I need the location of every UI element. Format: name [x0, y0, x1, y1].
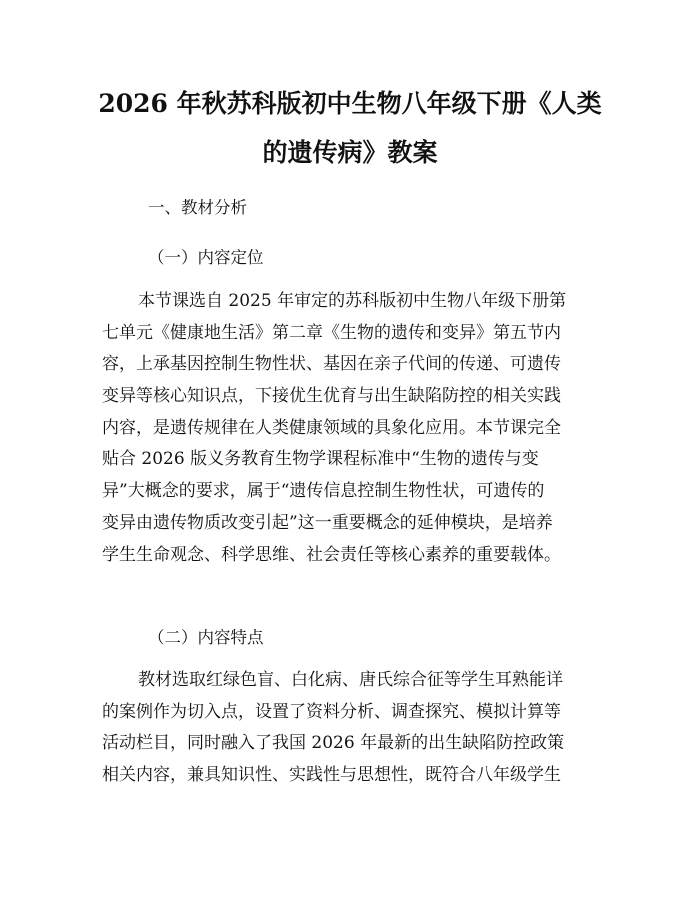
paragraph-line: 变异由遗传物质改变引起”这一重要概念的延伸模块，是培养 — [102, 512, 553, 533]
paragraph-line: 本节课选自 2025 年审定的苏科版初中生物八年级下册第 — [138, 291, 567, 311]
paragraph-line: 教材选取红绿色盲、白化病、唐氏综合征等学生耳熟能详 — [138, 670, 563, 690]
paragraph-line: 贴合 2026 版义务教育生物学课程标准中“生物的遗传与变 — [102, 449, 539, 470]
paragraph-line: 容，上承基因控制生物性状、基因在亲子代间的传递、可遗传 — [102, 354, 561, 375]
paragraph-line: 学生生命观念、科学思维、社会责任等核心素养的重要载体。 — [102, 544, 561, 565]
paragraph-line: 异”大概念的要求，属于“遗传信息控制生物性状，可遗传的 — [102, 481, 545, 502]
paragraph-line: 活动栏目，同时融入了我国 2026 年最新的出生缺陷防控政策 — [102, 733, 565, 754]
document-title-line-1: 2026 年秋苏科版初中生物八年级下册《人类 — [98, 89, 602, 118]
document-title-line-2: 的遗传病》教案 — [262, 138, 438, 167]
paragraph-line: 七单元《健康地生活》第二章《生物的遗传和变异》第五节内 — [102, 322, 561, 343]
subsection-heading-content-features: （二）内容特点 — [148, 628, 264, 647]
paragraph-content-features — [102, 665, 612, 792]
paragraph-line: 相关内容，兼具知识性、实践性与思想性，既符合八年级学生 — [102, 765, 561, 786]
paragraph-line: 变异等核心知识点，下接优生优育与出生缺陷防控的相关实践 — [102, 386, 561, 407]
subsection-heading-content-position: （一）内容定位 — [148, 248, 264, 267]
paragraph-line: 的案例作为切入点，设置了资料分析、调查探究、模拟计算等 — [102, 701, 561, 722]
paragraph-line: 内容，是遗传规律在人类健康领域的具象化应用。本节课完全 — [102, 417, 561, 438]
section-heading-textbook-analysis: 一、教材分析 — [148, 198, 247, 217]
paragraph-content-position — [102, 286, 612, 571]
